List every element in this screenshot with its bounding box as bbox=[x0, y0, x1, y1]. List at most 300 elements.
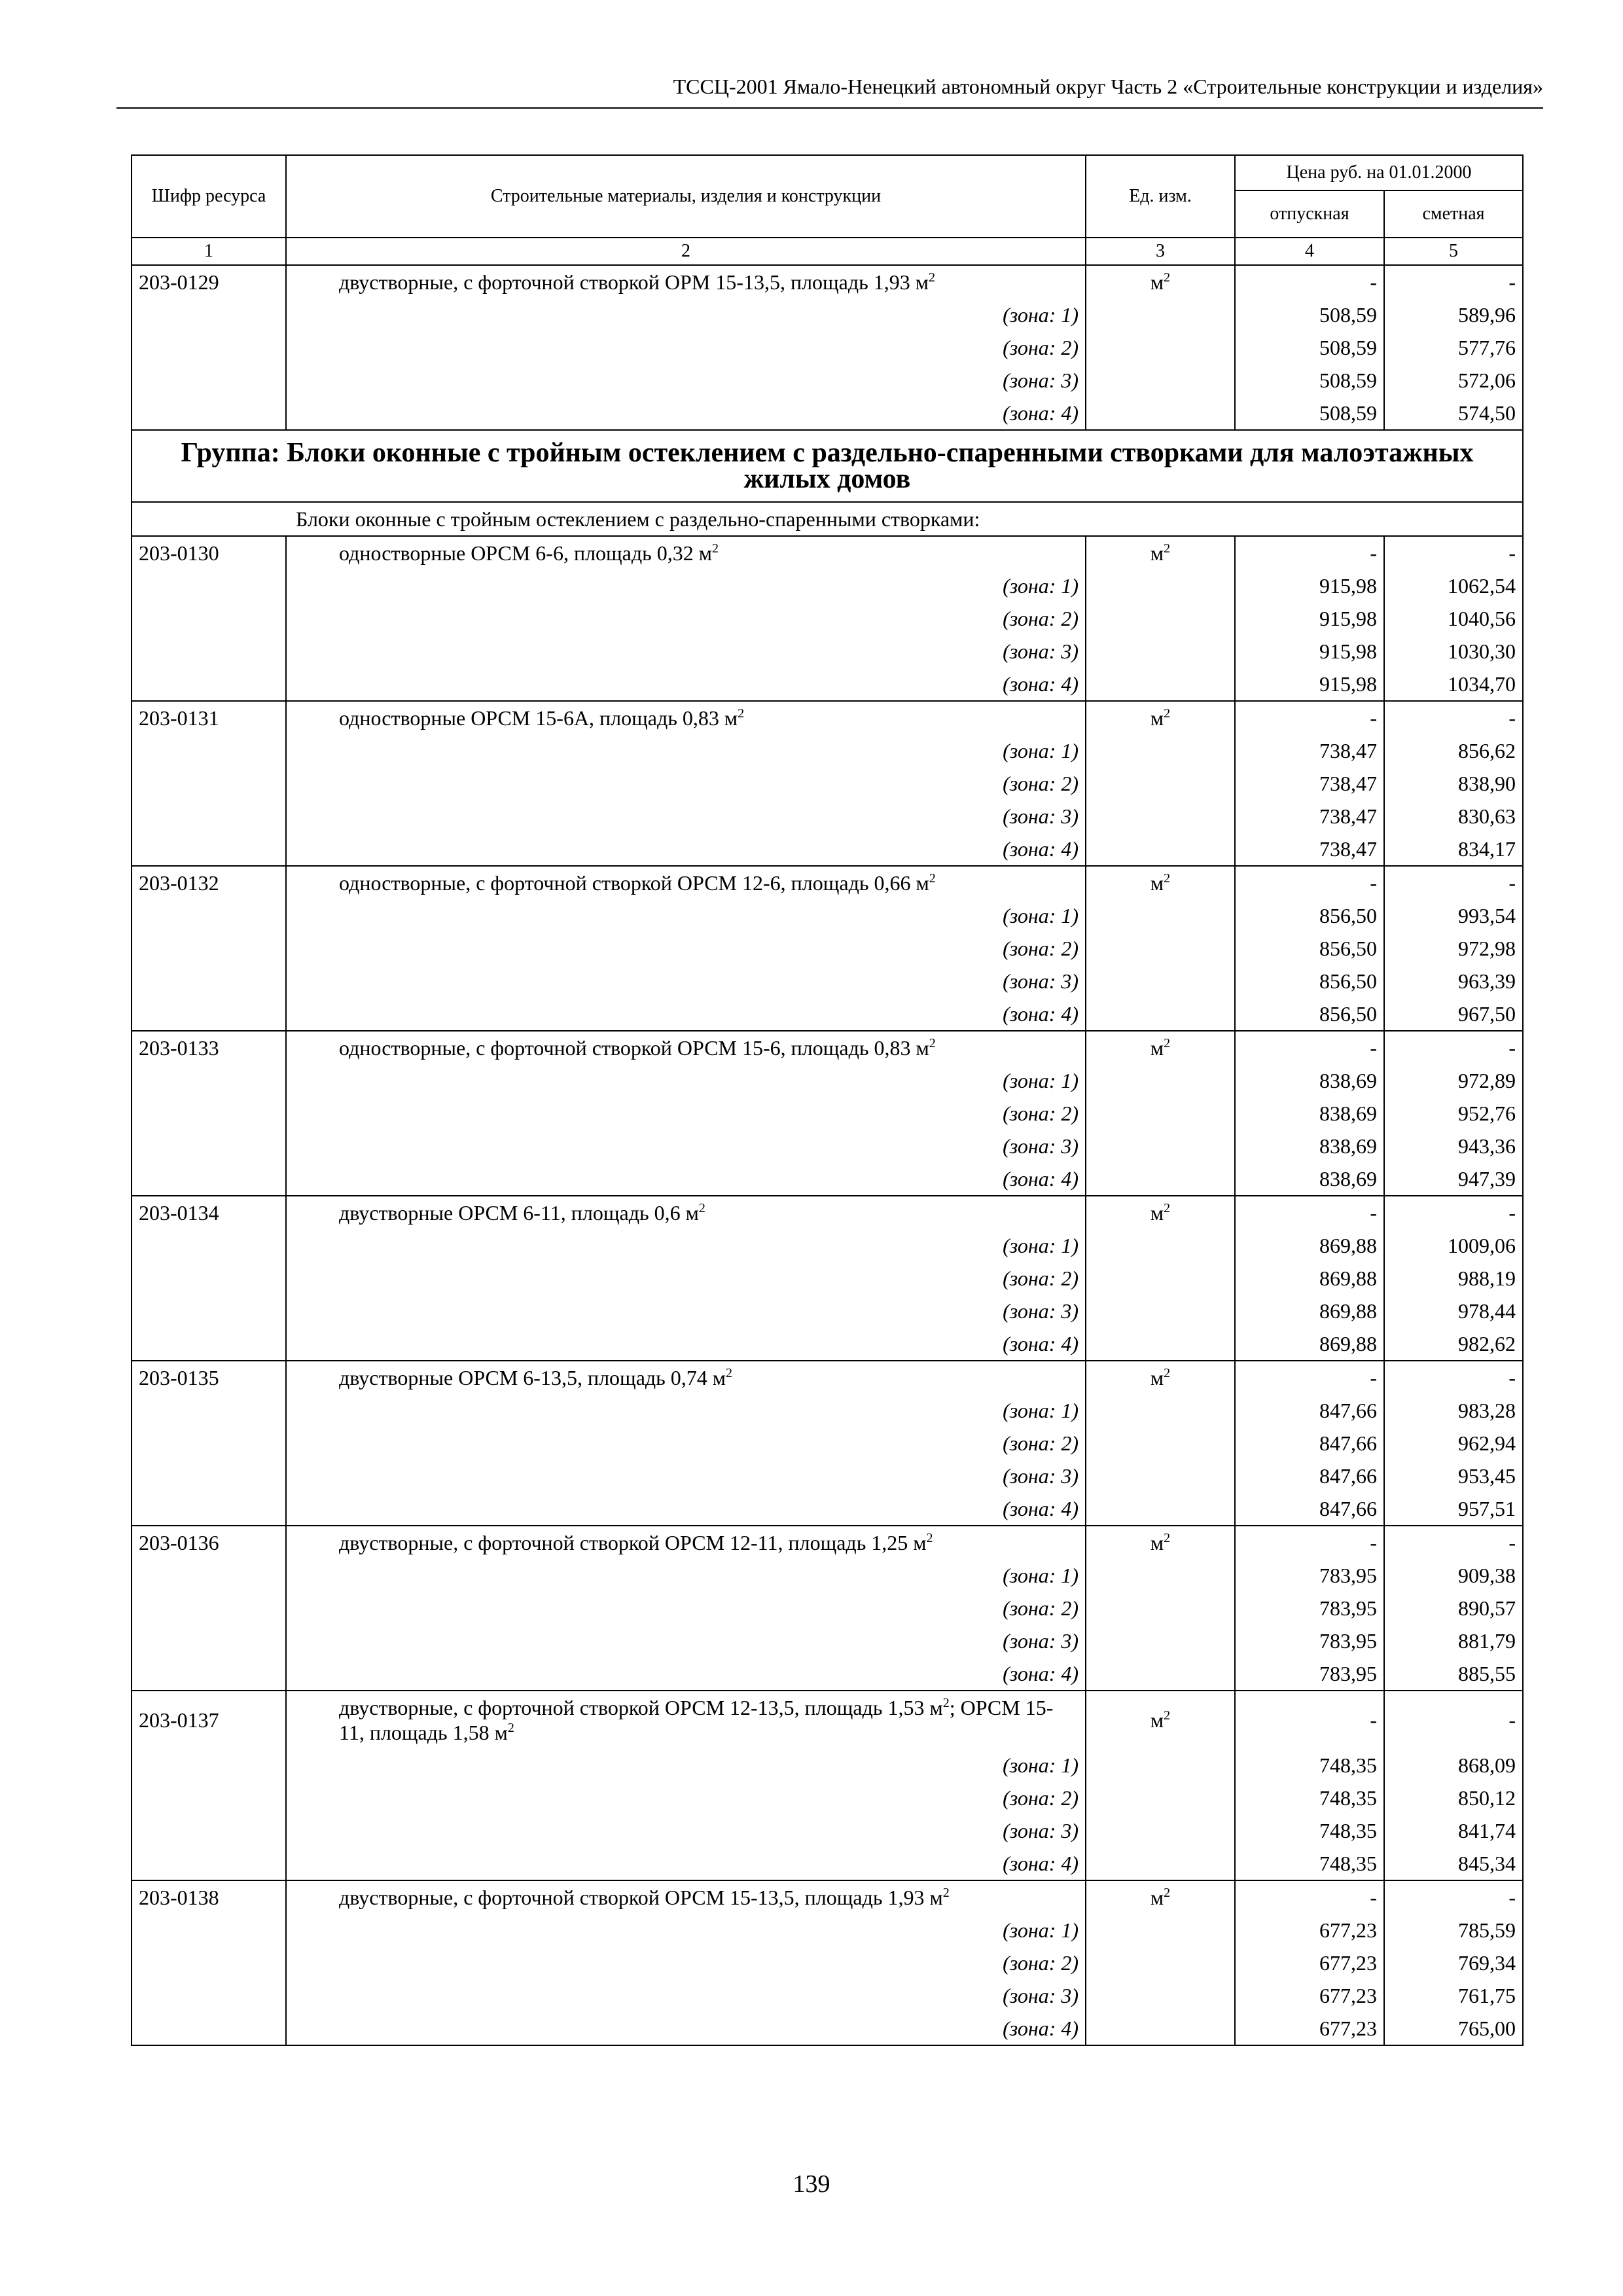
zone-label: (зона: 3) bbox=[286, 364, 1086, 397]
zone-row bbox=[132, 800, 1523, 833]
zone-label: (зона: 2) bbox=[286, 1262, 1086, 1295]
zone-label: (зона: 1) bbox=[286, 298, 1086, 331]
zone-estimate-price: 1040,56 bbox=[1384, 602, 1523, 635]
zone-estimate-price: 953,45 bbox=[1384, 1460, 1523, 1492]
header-price-group: Цена руб. на 01.01.2000 bbox=[1235, 155, 1523, 190]
zone-unit-blank bbox=[1086, 1979, 1235, 2012]
zone-estimate-price: 850,12 bbox=[1384, 1782, 1523, 1814]
item-unit bbox=[1086, 701, 1235, 734]
zone-row bbox=[132, 997, 1523, 1031]
item-release-price: - bbox=[1235, 1361, 1384, 1394]
item-estimate-price: - bbox=[1384, 701, 1523, 734]
group-subtitle: Блоки оконные с тройным остеклением с раздельно-спаренными створками: bbox=[132, 502, 1523, 536]
text: м bbox=[1150, 706, 1164, 730]
zone-release-price: 508,59 bbox=[1235, 298, 1384, 331]
page-number: 139 bbox=[793, 2170, 830, 2198]
zone-label: (зона: 1) bbox=[286, 1394, 1086, 1427]
zone-release-price: 783,95 bbox=[1235, 1657, 1384, 1691]
zone-release-price: 915,98 bbox=[1235, 635, 1384, 668]
zone-estimate-price: 834,17 bbox=[1384, 833, 1523, 866]
superscript: 2 bbox=[929, 270, 935, 285]
zone-row bbox=[132, 1592, 1523, 1624]
item-estimate-price: - bbox=[1384, 1031, 1523, 1064]
item-release-price: - bbox=[1235, 866, 1384, 899]
zone-unit-blank bbox=[1086, 767, 1235, 800]
zone-label: (зона: 2) bbox=[286, 1427, 1086, 1460]
header-code: Шифр ресурса bbox=[132, 155, 286, 238]
zone-estimate-price: 947,39 bbox=[1384, 1162, 1523, 1196]
zone-row bbox=[132, 1492, 1523, 1526]
zone-unit-blank bbox=[1086, 1130, 1235, 1162]
zone-unit-blank bbox=[1086, 602, 1235, 635]
superscript: 2 bbox=[1164, 871, 1171, 886]
zone-code-blank bbox=[132, 569, 286, 602]
zone-unit-blank bbox=[1086, 1559, 1235, 1592]
item-estimate-price: - bbox=[1384, 1526, 1523, 1559]
zone-release-price: 838,69 bbox=[1235, 1064, 1384, 1097]
zone-code-blank bbox=[132, 833, 286, 866]
zone-estimate-price: 577,76 bbox=[1384, 331, 1523, 364]
zone-unit-blank bbox=[1086, 1492, 1235, 1526]
zone-release-price: 915,98 bbox=[1235, 602, 1384, 635]
col-number: 1 bbox=[132, 238, 286, 265]
zone-estimate-price: 972,98 bbox=[1384, 932, 1523, 965]
zone-unit-blank bbox=[1086, 668, 1235, 701]
zone-label: (зона: 3) bbox=[286, 1460, 1086, 1492]
zone-code-blank bbox=[132, 997, 286, 1031]
zone-unit-blank bbox=[1086, 1782, 1235, 1814]
superscript: 2 bbox=[929, 871, 936, 886]
zone-release-price: 783,95 bbox=[1235, 1592, 1384, 1624]
zone-label: (зона: 1) bbox=[286, 1559, 1086, 1592]
zone-code-blank bbox=[132, 602, 286, 635]
item-release-price: - bbox=[1235, 1691, 1384, 1749]
zone-code-blank bbox=[132, 1914, 286, 1946]
zone-release-price: 856,50 bbox=[1235, 932, 1384, 965]
superscript: 2 bbox=[738, 706, 745, 721]
zone-label: (зона: 1) bbox=[286, 569, 1086, 602]
zone-release-price: 677,23 bbox=[1235, 2012, 1384, 2045]
item-code: 203-0137 bbox=[132, 1691, 286, 1749]
item-release-price: - bbox=[1235, 265, 1384, 298]
zone-unit-blank bbox=[1086, 635, 1235, 668]
superscript: 2 bbox=[1164, 1036, 1171, 1050]
zone-estimate-price: 868,09 bbox=[1384, 1749, 1523, 1782]
zone-unit-blank bbox=[1086, 899, 1235, 932]
zone-code-blank bbox=[132, 1130, 286, 1162]
col-number: 3 bbox=[1086, 238, 1235, 265]
zone-estimate-price: 909,38 bbox=[1384, 1559, 1523, 1592]
zone-row bbox=[132, 1460, 1523, 1492]
zone-code-blank bbox=[132, 1427, 286, 1460]
text: двустворные ОРСМ 6-11, площадь 0,6 м bbox=[339, 1201, 699, 1225]
zone-code-blank bbox=[132, 364, 286, 397]
item-estimate-price: - bbox=[1384, 1361, 1523, 1394]
item-code: 203-0131 bbox=[132, 701, 286, 734]
zone-unit-blank bbox=[1086, 1229, 1235, 1262]
zone-unit-blank bbox=[1086, 298, 1235, 331]
running-header: ТССЦ-2001 Ямало-Ненецкий автономный округ Часть 2 «Строительные конструкции и изделия» bbox=[116, 71, 1543, 109]
zone-row bbox=[132, 1749, 1523, 1782]
zone-row bbox=[132, 1262, 1523, 1295]
zone-row bbox=[132, 1979, 1523, 2012]
zone-row bbox=[132, 1814, 1523, 1847]
zone-code-blank bbox=[132, 932, 286, 965]
item-row bbox=[132, 265, 1523, 298]
zone-release-price: 838,69 bbox=[1235, 1097, 1384, 1130]
col-number: 5 bbox=[1384, 238, 1523, 265]
zone-release-price: 915,98 bbox=[1235, 668, 1384, 701]
zone-code-blank bbox=[132, 1064, 286, 1097]
zone-unit-blank bbox=[1086, 932, 1235, 965]
zone-label: (зона: 2) bbox=[286, 1782, 1086, 1814]
superscript: 2 bbox=[1164, 1886, 1171, 1900]
zone-estimate-price: 962,94 bbox=[1384, 1427, 1523, 1460]
zone-release-price: 847,66 bbox=[1235, 1492, 1384, 1526]
items-body bbox=[132, 536, 1523, 2045]
zone-release-price: 869,88 bbox=[1235, 1295, 1384, 1327]
zone-row bbox=[132, 1624, 1523, 1657]
zone-label: (зона: 1) bbox=[286, 734, 1086, 767]
zone-code-blank bbox=[132, 965, 286, 997]
item-name bbox=[286, 1691, 1086, 1749]
header-estimate: сметная bbox=[1384, 190, 1523, 238]
zone-unit-blank bbox=[1086, 1749, 1235, 1782]
zone-unit-blank bbox=[1086, 1427, 1235, 1460]
zone-estimate-price: 1030,30 bbox=[1384, 635, 1523, 668]
zone-row bbox=[132, 364, 1523, 397]
item-estimate-price: - bbox=[1384, 1196, 1523, 1229]
zone-release-price: 508,59 bbox=[1235, 397, 1384, 430]
zone-estimate-price: 993,54 bbox=[1384, 899, 1523, 932]
zone-release-price: 677,23 bbox=[1235, 1914, 1384, 1946]
text: м bbox=[1150, 1201, 1164, 1225]
zone-label: (зона: 2) bbox=[286, 1097, 1086, 1130]
zone-row bbox=[132, 899, 1523, 932]
zone-row bbox=[132, 1295, 1523, 1327]
zone-release-price: 869,88 bbox=[1235, 1262, 1384, 1295]
zone-release-price: 847,66 bbox=[1235, 1460, 1384, 1492]
zone-unit-blank bbox=[1086, 364, 1235, 397]
zone-code-blank bbox=[132, 734, 286, 767]
zone-label: (зона: 4) bbox=[286, 1657, 1086, 1691]
zone-label: (зона: 4) bbox=[286, 1847, 1086, 1880]
zone-unit-blank bbox=[1086, 997, 1235, 1031]
zone-estimate-price: 963,39 bbox=[1384, 965, 1523, 997]
zone-release-price: 748,35 bbox=[1235, 1782, 1384, 1814]
zone-label: (зона: 2) bbox=[286, 1592, 1086, 1624]
text: одностворные ОРСМ 15-6А, площадь 0,83 м bbox=[339, 706, 738, 730]
zone-release-price: 869,88 bbox=[1235, 1229, 1384, 1262]
zone-unit-blank bbox=[1086, 800, 1235, 833]
zone-estimate-price: 830,63 bbox=[1384, 800, 1523, 833]
zone-label: (зона: 4) bbox=[286, 833, 1086, 866]
zone-row bbox=[132, 833, 1523, 866]
zone-row bbox=[132, 298, 1523, 331]
col-number: 2 bbox=[286, 238, 1086, 265]
zone-label: (зона: 3) bbox=[286, 800, 1086, 833]
item-name bbox=[286, 1880, 1086, 1914]
text: м bbox=[1150, 270, 1164, 294]
item-release-price: - bbox=[1235, 1526, 1384, 1559]
zone-row bbox=[132, 602, 1523, 635]
zone-label: (зона: 2) bbox=[286, 1946, 1086, 1979]
zone-code-blank bbox=[132, 668, 286, 701]
zone-release-price: 847,66 bbox=[1235, 1427, 1384, 1460]
zone-estimate-price: 890,57 bbox=[1384, 1592, 1523, 1624]
zone-estimate-price: 856,62 bbox=[1384, 734, 1523, 767]
zone-estimate-price: 988,19 bbox=[1384, 1262, 1523, 1295]
zone-row bbox=[132, 1914, 1523, 1946]
zone-code-blank bbox=[132, 2012, 286, 2045]
text: двустворные, с форточной створкой ОРСМ 12-13,5, площадь 1,53 м bbox=[339, 1696, 943, 1719]
zone-code-blank bbox=[132, 1327, 286, 1361]
zone-release-price: 508,59 bbox=[1235, 331, 1384, 364]
zone-row bbox=[132, 569, 1523, 602]
item-name bbox=[286, 1361, 1086, 1394]
zone-release-price: 847,66 bbox=[1235, 1394, 1384, 1427]
zone-estimate-price: 943,36 bbox=[1384, 1130, 1523, 1162]
text: двустворные, с форточной створкой ОРСМ 12-11, площадь 1,25 м bbox=[339, 1531, 927, 1554]
item-unit bbox=[1086, 866, 1235, 899]
zone-label: (зона: 4) bbox=[286, 1162, 1086, 1196]
zone-label: (зона: 1) bbox=[286, 1914, 1086, 1946]
zone-row bbox=[132, 1559, 1523, 1592]
item-estimate-price: - bbox=[1384, 536, 1523, 569]
zone-unit-blank bbox=[1086, 734, 1235, 767]
item-release-price: - bbox=[1235, 536, 1384, 569]
item-row bbox=[132, 701, 1523, 734]
zone-label: (зона: 4) bbox=[286, 997, 1086, 1031]
item-name bbox=[286, 1031, 1086, 1064]
text: м bbox=[1150, 541, 1164, 565]
header-name: Строительные материалы, изделия и конструкции bbox=[286, 155, 1086, 238]
item-release-price: - bbox=[1235, 701, 1384, 734]
text: одностворные ОРСМ 6-6, площадь 0,32 м bbox=[339, 541, 712, 565]
zone-estimate-price: 1062,54 bbox=[1384, 569, 1523, 602]
group-title: Группа: Блоки оконные с тройным остеклением с раздельно-спаренными створками для малоэтажных жилых домов bbox=[132, 430, 1523, 502]
zone-row bbox=[132, 2012, 1523, 2045]
text: двустворные, с форточной створкой ОРМ 15-13,5, площадь 1,93 м bbox=[339, 270, 929, 294]
item-unit bbox=[1086, 1031, 1235, 1064]
zone-row bbox=[132, 734, 1523, 767]
zone-code-blank bbox=[132, 1657, 286, 1691]
zone-code-blank bbox=[132, 635, 286, 668]
item-row bbox=[132, 1361, 1523, 1394]
zone-code-blank bbox=[132, 899, 286, 932]
zone-unit-blank bbox=[1086, 833, 1235, 866]
zone-unit-blank bbox=[1086, 1162, 1235, 1196]
text: ; ОРСМ 15-11, площадь 1,58 м bbox=[339, 1696, 1054, 1744]
zone-release-price: 838,69 bbox=[1235, 1130, 1384, 1162]
zone-release-price: 738,47 bbox=[1235, 767, 1384, 800]
zone-code-blank bbox=[132, 1624, 286, 1657]
zone-release-price: 748,35 bbox=[1235, 1749, 1384, 1782]
zone-row bbox=[132, 635, 1523, 668]
zone-unit-blank bbox=[1086, 965, 1235, 997]
zone-row bbox=[132, 331, 1523, 364]
zone-row bbox=[132, 932, 1523, 965]
item-code: 203-0138 bbox=[132, 1880, 286, 1914]
zone-estimate-price: 841,74 bbox=[1384, 1814, 1523, 1847]
superscript: 2 bbox=[507, 1721, 514, 1735]
zone-row bbox=[132, 397, 1523, 430]
zone-code-blank bbox=[132, 1946, 286, 1979]
zone-estimate-price: 785,59 bbox=[1384, 1914, 1523, 1946]
zone-estimate-price: 769,34 bbox=[1384, 1946, 1523, 1979]
zone-code-blank bbox=[132, 1162, 286, 1196]
zone-code-blank bbox=[132, 1592, 286, 1624]
item-row bbox=[132, 1196, 1523, 1229]
zone-unit-blank bbox=[1086, 1914, 1235, 1946]
zone-label: (зона: 1) bbox=[286, 899, 1086, 932]
zone-label: (зона: 3) bbox=[286, 1130, 1086, 1162]
zone-estimate-price: 845,34 bbox=[1384, 1847, 1523, 1880]
zone-label: (зона: 3) bbox=[286, 1979, 1086, 2012]
item-name bbox=[286, 1526, 1086, 1559]
superscript: 2 bbox=[1164, 541, 1171, 556]
item-name bbox=[286, 866, 1086, 899]
zone-estimate-price: 1009,06 bbox=[1384, 1229, 1523, 1262]
zone-row bbox=[132, 1847, 1523, 1880]
item-row bbox=[132, 866, 1523, 899]
zone-unit-blank bbox=[1086, 569, 1235, 602]
superscript: 2 bbox=[1164, 1366, 1171, 1380]
zone-label: (зона: 2) bbox=[286, 331, 1086, 364]
zone-code-blank bbox=[132, 1394, 286, 1427]
superscript: 2 bbox=[698, 1201, 705, 1215]
zone-unit-blank bbox=[1086, 1097, 1235, 1130]
zone-unit-blank bbox=[1086, 1946, 1235, 1979]
text: м bbox=[1150, 871, 1164, 895]
item-code: 203-0136 bbox=[132, 1526, 286, 1559]
item-release-price: - bbox=[1235, 1880, 1384, 1914]
col-number: 4 bbox=[1235, 238, 1384, 265]
zone-row bbox=[132, 1427, 1523, 1460]
zone-estimate-price: 952,76 bbox=[1384, 1097, 1523, 1130]
zone-code-blank bbox=[132, 1460, 286, 1492]
zone-release-price: 738,47 bbox=[1235, 800, 1384, 833]
zone-code-blank bbox=[132, 1559, 286, 1592]
zone-estimate-price: 983,28 bbox=[1384, 1394, 1523, 1427]
zone-code-blank bbox=[132, 397, 286, 430]
zone-label: (зона: 3) bbox=[286, 1295, 1086, 1327]
superscript: 2 bbox=[726, 1366, 733, 1380]
zone-code-blank bbox=[132, 767, 286, 800]
item-code: 203-0134 bbox=[132, 1196, 286, 1229]
superscript: 2 bbox=[1164, 270, 1171, 285]
zone-label: (зона: 3) bbox=[286, 965, 1086, 997]
zone-release-price: 738,47 bbox=[1235, 734, 1384, 767]
zone-estimate-price: 838,90 bbox=[1384, 767, 1523, 800]
zone-label: (зона: 1) bbox=[286, 1229, 1086, 1262]
item-name bbox=[286, 1196, 1086, 1229]
zone-row bbox=[132, 767, 1523, 800]
zone-estimate-price: 574,50 bbox=[1384, 397, 1523, 430]
group-header-body bbox=[132, 430, 1523, 536]
zone-unit-blank bbox=[1086, 1064, 1235, 1097]
zone-release-price: 856,50 bbox=[1235, 899, 1384, 932]
zone-release-price: 738,47 bbox=[1235, 833, 1384, 866]
item-row bbox=[132, 1031, 1523, 1064]
zone-unit-blank bbox=[1086, 1394, 1235, 1427]
zone-row bbox=[132, 1782, 1523, 1814]
zone-code-blank bbox=[132, 1492, 286, 1526]
item-unit bbox=[1086, 1361, 1235, 1394]
item-row bbox=[132, 1691, 1523, 1749]
zone-release-price: 677,23 bbox=[1235, 1946, 1384, 1979]
text: двустворные, с форточной створкой ОРСМ 15-13,5, площадь 1,93 м bbox=[339, 1886, 943, 1909]
zone-estimate-price: 761,75 bbox=[1384, 1979, 1523, 2012]
item-estimate-price: - bbox=[1384, 1880, 1523, 1914]
zone-estimate-price: 978,44 bbox=[1384, 1295, 1523, 1327]
zone-unit-blank bbox=[1086, 1624, 1235, 1657]
item-row bbox=[132, 536, 1523, 569]
item-estimate-price: - bbox=[1384, 1691, 1523, 1749]
zone-row bbox=[132, 1946, 1523, 1979]
item-name bbox=[286, 701, 1086, 734]
text: м bbox=[1150, 1366, 1164, 1390]
zone-release-price: 856,50 bbox=[1235, 997, 1384, 1031]
zone-code-blank bbox=[132, 1097, 286, 1130]
zone-unit-blank bbox=[1086, 1847, 1235, 1880]
item-unit bbox=[1086, 1691, 1235, 1749]
price-table bbox=[131, 154, 1524, 2046]
zone-release-price: 783,95 bbox=[1235, 1559, 1384, 1592]
zone-unit-blank bbox=[1086, 1814, 1235, 1847]
zone-release-price: 748,35 bbox=[1235, 1814, 1384, 1847]
text: двустворные ОРСМ 6-13,5, площадь 0,74 м bbox=[339, 1366, 726, 1390]
zone-estimate-price: 885,55 bbox=[1384, 1657, 1523, 1691]
zone-label: (зона: 3) bbox=[286, 1814, 1086, 1847]
zone-label: (зона: 4) bbox=[286, 397, 1086, 430]
zone-row bbox=[132, 1097, 1523, 1130]
zone-row bbox=[132, 1327, 1523, 1361]
item-estimate-price: - bbox=[1384, 866, 1523, 899]
zone-label: (зона: 4) bbox=[286, 668, 1086, 701]
zone-code-blank bbox=[132, 1979, 286, 2012]
zone-release-price: 915,98 bbox=[1235, 569, 1384, 602]
item-row bbox=[132, 1880, 1523, 1914]
zone-row bbox=[132, 1064, 1523, 1097]
superscript: 2 bbox=[929, 1036, 936, 1050]
zone-row bbox=[132, 668, 1523, 701]
zone-estimate-price: 765,00 bbox=[1384, 2012, 1523, 2045]
text: м bbox=[1150, 1708, 1164, 1732]
zone-row bbox=[132, 965, 1523, 997]
zone-code-blank bbox=[132, 1749, 286, 1782]
zone-unit-blank bbox=[1086, 2012, 1235, 2045]
zone-estimate-price: 972,89 bbox=[1384, 1064, 1523, 1097]
zone-release-price: 677,23 bbox=[1235, 1979, 1384, 2012]
item-unit bbox=[1086, 1526, 1235, 1559]
item-code: 203-0129 bbox=[132, 265, 286, 298]
text: одностворные, с форточной створкой ОРСМ 12-6, площадь 0,66 м bbox=[339, 871, 929, 895]
zone-code-blank bbox=[132, 1782, 286, 1814]
superscript: 2 bbox=[1164, 1531, 1171, 1545]
zone-unit-blank bbox=[1086, 1295, 1235, 1327]
zone-release-price: 838,69 bbox=[1235, 1162, 1384, 1196]
zone-label: (зона: 1) bbox=[286, 1064, 1086, 1097]
superscript: 2 bbox=[926, 1531, 933, 1545]
zone-unit-blank bbox=[1086, 1592, 1235, 1624]
zone-unit-blank bbox=[1086, 1460, 1235, 1492]
zone-label: (зона: 3) bbox=[286, 635, 1086, 668]
zone-label: (зона: 1) bbox=[286, 1749, 1086, 1782]
superscript: 2 bbox=[942, 1886, 950, 1900]
zone-row bbox=[132, 1130, 1523, 1162]
header-unit: Ед. изм. bbox=[1086, 155, 1235, 238]
